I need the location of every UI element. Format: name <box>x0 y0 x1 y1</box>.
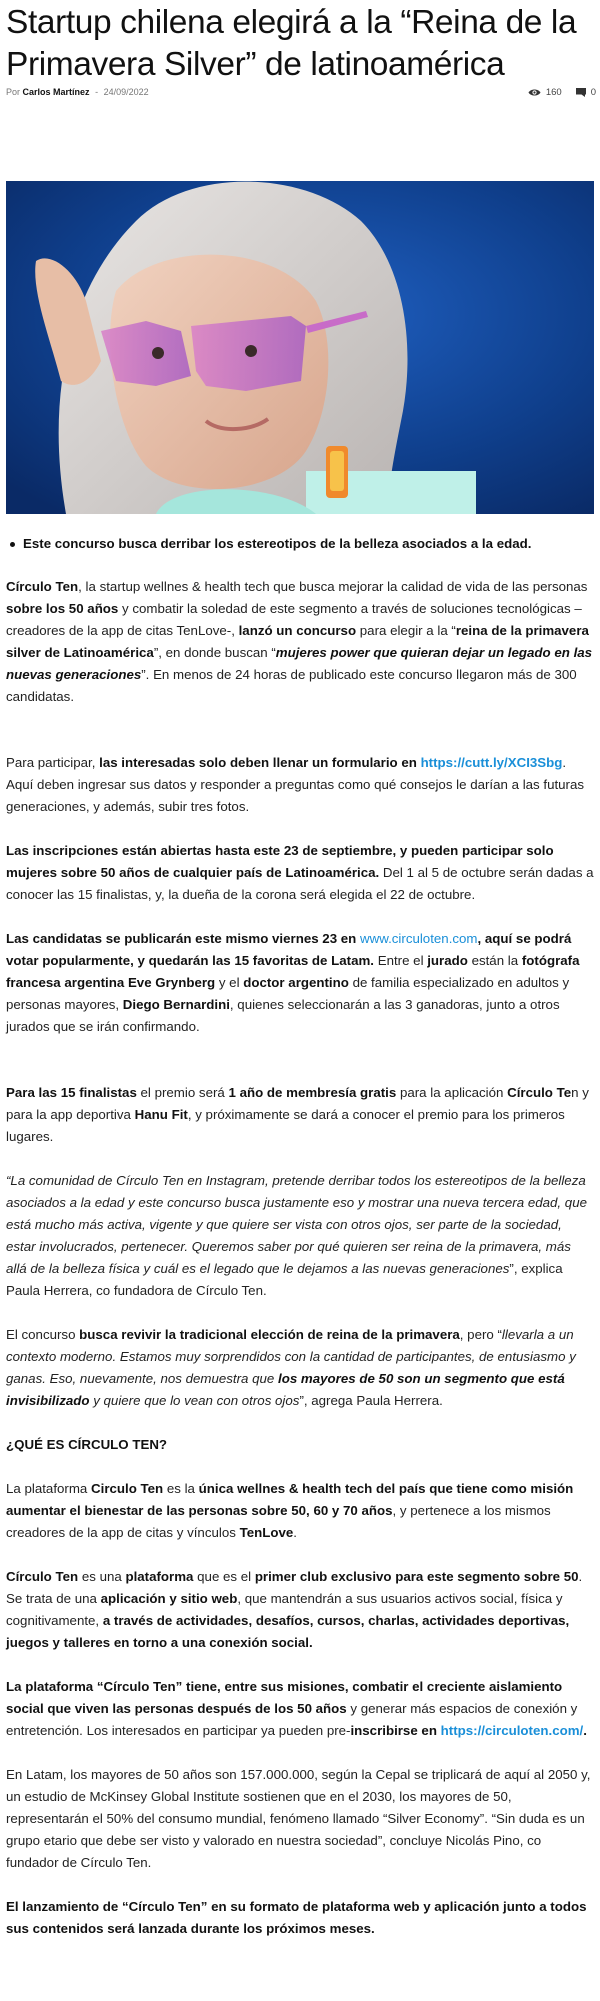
text-bold: Hanu Fit <box>134 1107 188 1122</box>
paragraph: En Latam, los mayores de 50 años son 157.000.000, según la Cepal se triplicará de aquí al 2050 y, un estudio de McKinsey Global Institute sostienen que en el 2030, los mayores de 50, representarán el 50% del consumo mundial, fenómeno llamado “Silver Economy”. “Sin duda es un grupo etario que debe ser visto y valorado en nuestra sociedad”, concluye Nicolás Pino, co fundador de Círculo Ten. <box>6 1767 591 1870</box>
text: Entre el <box>374 953 428 968</box>
text-bold: sobre los 50 años <box>6 601 119 616</box>
spacer <box>6 730 594 752</box>
text: y combatir la soledad de este segmento a través de soluciones tecnológicas – creadores de la app de citas TenLove-, <box>6 601 582 638</box>
paragraph <box>6 928 594 1038</box>
text: La plataforma <box>6 1481 92 1496</box>
text: es la <box>163 1481 199 1496</box>
text-italic: “La comunidad de Círculo Ten en Instagram, pretende derribar todos los estereotipos de la belleza asociados a la edad y este concurso busca justamente eso y mostrar una nueva tercera edad, que está mucho más activa, vigente y que quiere ser vista con otros ojos, ser parte de la sociedad, estar involucrados, pertenecer. Queremos saber por qué quieren ser reina de la primavera, más allá de la belleza física y cuál es el legado que le dejamos a las nuevas generaciones <box>6 1173 587 1276</box>
text-bold: El lanzamiento de “Círculo Ten” en su formato de plataforma web y aplicación junto a todos sus contenidos será lanzada durante los próximos meses. <box>6 1899 587 1936</box>
text: ”, explica Paula Herrera, co fundadora de Círculo Ten. <box>6 1261 563 1298</box>
register-link[interactable]: https://circuloten.com/ <box>440 1723 584 1738</box>
text-bold: Círculo Te <box>507 1085 572 1100</box>
circuloten-link[interactable]: www.circuloten.com <box>360 931 478 946</box>
text: , y próximamente se dará a conocer el premio para los primeros lugares. <box>6 1107 565 1144</box>
text-bold: 1 año de membresía gratis <box>228 1085 397 1100</box>
paragraph <box>6 576 594 708</box>
text: , la startup wellnes & health tech que busca mejorar la calidad de vida de las personas <box>78 579 588 594</box>
text: ”, en donde buscan “ <box>153 645 276 660</box>
section-heading: ¿QUÉ ES CÍRCULO TEN? <box>6 1437 168 1452</box>
form-link[interactable]: https://cutt.ly/XCI3Sbg <box>420 755 563 770</box>
text: . Aquí deben ingresar sus datos y responder a preguntas como qué consejos le darían a las futuras generaciones, y además, subir tres fotos. <box>6 755 585 814</box>
paragraph <box>6 1478 594 1544</box>
text-bold: reina de la primavera silver de Latinoamérica <box>6 623 589 660</box>
meta-separator: - <box>95 87 99 97</box>
text: es una <box>78 1569 126 1584</box>
paragraph <box>6 1566 594 1654</box>
text-bold: TenLove <box>239 1525 294 1540</box>
text-bold: inscribirse en <box>350 1723 441 1738</box>
text-bold: fotógrafa francesa argentina Eve Grynberg <box>6 953 580 990</box>
text-bold: Circulo Ten <box>91 1481 164 1496</box>
text-bold: Las candidatas se publicarán este mismo viernes 23 en <box>6 931 361 946</box>
text: de familia especializado en adultos y personas mayores, <box>6 975 570 1012</box>
article-title: Startup chilena elegirá a la “Reina de la Primavera Silver” de latinoamérica <box>6 4 577 83</box>
text: ”. En menos de 24 horas de publicado este concurso llegaron más de 300 candidatas. <box>6 667 577 704</box>
text-bold: lanzó un concurso <box>238 623 357 638</box>
text-bold: plataforma <box>125 1569 194 1584</box>
by-label: Por <box>6 87 21 97</box>
text-italic: y quiere que lo vean con otros ojos <box>89 1393 300 1408</box>
text-bold: doctor argentino <box>243 975 349 990</box>
photo-senior-woman-icon <box>6 181 594 514</box>
text: , que mantendrán a sus usuarios activos social, física y cognitivamente, <box>6 1591 563 1628</box>
text: el premio será <box>136 1085 229 1100</box>
comment-icon <box>576 88 586 97</box>
text-bold: Círculo Ten <box>6 579 79 594</box>
summary-list <box>6 533 594 555</box>
text: , pero “ <box>459 1327 502 1342</box>
text-bold: Círculo Ten <box>6 1569 79 1584</box>
text-bold: Para las 15 finalistas <box>6 1085 137 1100</box>
publish-date: 24/09/2022 <box>103 87 149 97</box>
article-meta <box>6 87 596 103</box>
text-bold: , aquí se podrá votar popularmente, y quedarán las 15 favoritas de Latam. <box>6 931 572 968</box>
text-bold-italic: los mayores de 50 son un segmento que está invisibilizado <box>6 1371 565 1408</box>
article-stats <box>528 87 596 98</box>
text: , quienes seleccionarán a las 3 ganadoras, junto a otros jurados que se irán confirmando. <box>6 997 560 1034</box>
text: y generar más espacios de conexión y entretención. Los interesados en participar ya pueden pre- <box>6 1701 578 1738</box>
article-body <box>6 533 594 1962</box>
spacer <box>6 1060 594 1082</box>
text-bold: única wellnes & health tech del país que tiene como misión aumentar el bienestar de las personas sobre 50, 60 y 70 años <box>6 1481 574 1518</box>
text: que es el <box>193 1569 255 1584</box>
hero-image <box>6 181 594 514</box>
text-bold: primer club exclusivo para este segmento sobre 50 <box>254 1569 579 1584</box>
comments-value: 0 <box>590 87 596 98</box>
author-link[interactable]: Carlos Martínez <box>22 87 90 97</box>
text-italic: llevarla a un contexto moderno. Estamos muy sorprendidos con la cantidad de participantes, de entusiasmo y ganas. Eso, nuevamente, nos demuestra que <box>6 1327 576 1386</box>
text-bold: a través de actividades, desafíos, cursos, charlas, actividades deportivas, juegos y talleres en torno a una conexión social. <box>6 1613 570 1650</box>
text: El concurso <box>6 1327 80 1342</box>
paragraph <box>6 1082 594 1148</box>
paragraph <box>6 840 594 906</box>
text-bold-italic: mujeres power que quieran dejar un legado en las nuevas generaciones <box>6 645 593 682</box>
text: . <box>293 1525 297 1540</box>
text-bold: aplicación y sitio web <box>100 1591 238 1606</box>
text: Del 1 al 5 de octubre serán dadas a conocer las 15 finalistas, y, la dueña de la corona será elegida el 22 de octubre. <box>6 865 594 902</box>
text-bold: . <box>583 1723 587 1738</box>
paragraph <box>6 1324 594 1412</box>
text: ”, agrega Paula Herrera. <box>299 1393 443 1408</box>
text: están la <box>467 953 522 968</box>
paragraph <box>6 1676 594 1742</box>
views-count <box>528 87 562 98</box>
text-bold: jurado <box>427 953 468 968</box>
text: . Se trata de una <box>6 1569 583 1606</box>
text: Para participar, <box>6 755 100 770</box>
quote-paragraph <box>6 1170 594 1302</box>
text: y el <box>215 975 244 990</box>
comments-count[interactable] <box>576 87 596 98</box>
text-bold: Las inscripciones están abiertas hasta este 23 de septiembre, y pueden participar solo mujeres sobre 50 años de cualquier país de Latinoamérica. <box>6 843 554 880</box>
text: , y pertenece a los mismos creadores de la app de citas y vínculos <box>6 1503 551 1540</box>
text-bold: La plataforma “Círculo Ten” tiene, entre sus misiones, combatir el creciente aislamiento social que viven las personas después de los 50 años <box>6 1679 563 1716</box>
summary-item: Este concurso busca derribar los estereotipos de la belleza asociados a la edad. <box>6 533 594 555</box>
text-bold: busca revivir la tradicional elección de reina de la primavera <box>79 1327 460 1342</box>
views-value: 160 <box>545 87 562 98</box>
eye-icon <box>528 88 541 97</box>
closing-paragraph <box>6 1896 594 1940</box>
text-bold: Diego Bernardini <box>122 997 230 1012</box>
paragraph <box>6 752 594 818</box>
text-bold: las interesadas solo deben llenar un formulario en <box>99 755 421 770</box>
text: para la aplicación <box>396 1085 508 1100</box>
text: n y para la app deportiva <box>6 1085 589 1122</box>
text: para elegir a la “ <box>356 623 456 638</box>
